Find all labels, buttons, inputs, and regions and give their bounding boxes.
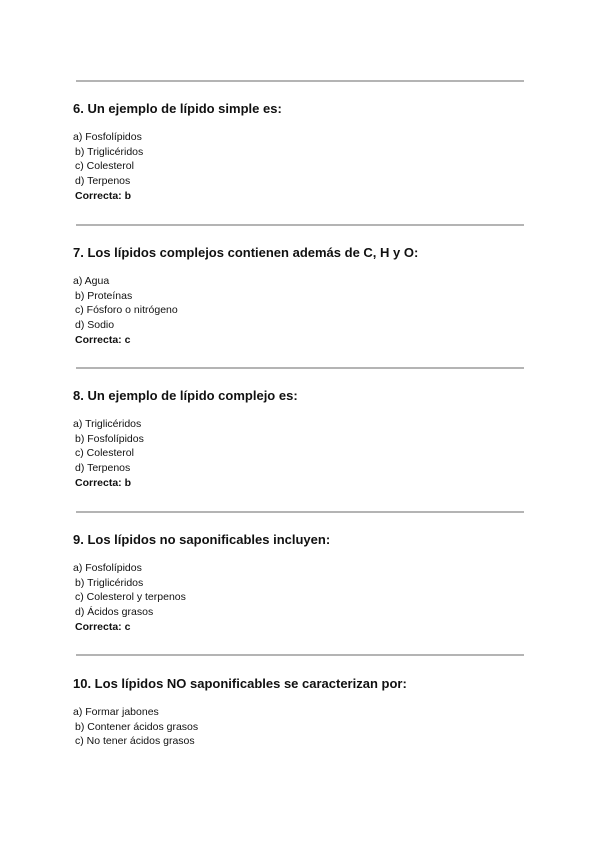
- option-c: c) Colesterol y terpenos: [75, 591, 186, 604]
- option-a: a) Agua: [73, 275, 110, 287]
- option-b: b) Contener ácidos grasos: [75, 720, 199, 733]
- option-d: d) Sodio: [75, 319, 115, 332]
- question-10: [73, 676, 528, 749]
- divider: [76, 511, 524, 513]
- options-list: [73, 130, 528, 204]
- option-d: d) Ácidos grasos: [75, 606, 154, 619]
- question-title: 8. Un ejemplo de lípido complejo es:: [73, 388, 298, 403]
- divider: [76, 80, 524, 82]
- option-c: c) Colesterol: [75, 447, 134, 460]
- option-a: a) Formar jabones: [73, 706, 159, 718]
- option-b: b) Fosfolípidos: [75, 432, 144, 445]
- correct-answer: Correcta: c: [75, 620, 131, 633]
- question-7: [73, 245, 528, 348]
- question-title: 7. Los lípidos complejos contienen además de C, H y O:: [73, 245, 419, 260]
- correct-answer: Correcta: b: [75, 189, 132, 202]
- option-c: c) No tener ácidos grasos: [75, 735, 195, 748]
- divider: [76, 654, 524, 656]
- option-b: b) Triglicéridos: [75, 145, 144, 158]
- option-a: a) Fosfolípidos: [73, 131, 142, 143]
- option-a: a) Triglicéridos: [73, 418, 142, 430]
- correct-answer: Correcta: c: [75, 333, 131, 346]
- divider: [76, 224, 524, 226]
- question-title: 9. Los lípidos no saponificables incluyen:: [73, 532, 331, 547]
- options-list: [73, 417, 528, 491]
- option-d: d) Terpenos: [75, 462, 131, 475]
- question-title: 6. Un ejemplo de lípido simple es:: [73, 101, 282, 116]
- options-list: [73, 705, 528, 749]
- correct-answer: Correcta: b: [75, 476, 132, 489]
- question-9: [73, 532, 528, 635]
- option-b: b) Proteínas: [75, 289, 133, 302]
- question-title: 10. Los lípidos NO saponificables se caracterizan por:: [73, 676, 407, 691]
- option-a: a) Fosfolípidos: [73, 562, 142, 574]
- options-list: [73, 561, 528, 635]
- divider: [76, 367, 524, 369]
- question-6: [73, 101, 528, 204]
- option-c: c) Fósforo o nitrógeno: [75, 304, 178, 317]
- option-d: d) Terpenos: [75, 175, 131, 188]
- options-list: [73, 274, 528, 348]
- question-8: [73, 388, 528, 491]
- option-c: c) Colesterol: [75, 160, 134, 173]
- option-b: b) Triglicéridos: [75, 576, 144, 589]
